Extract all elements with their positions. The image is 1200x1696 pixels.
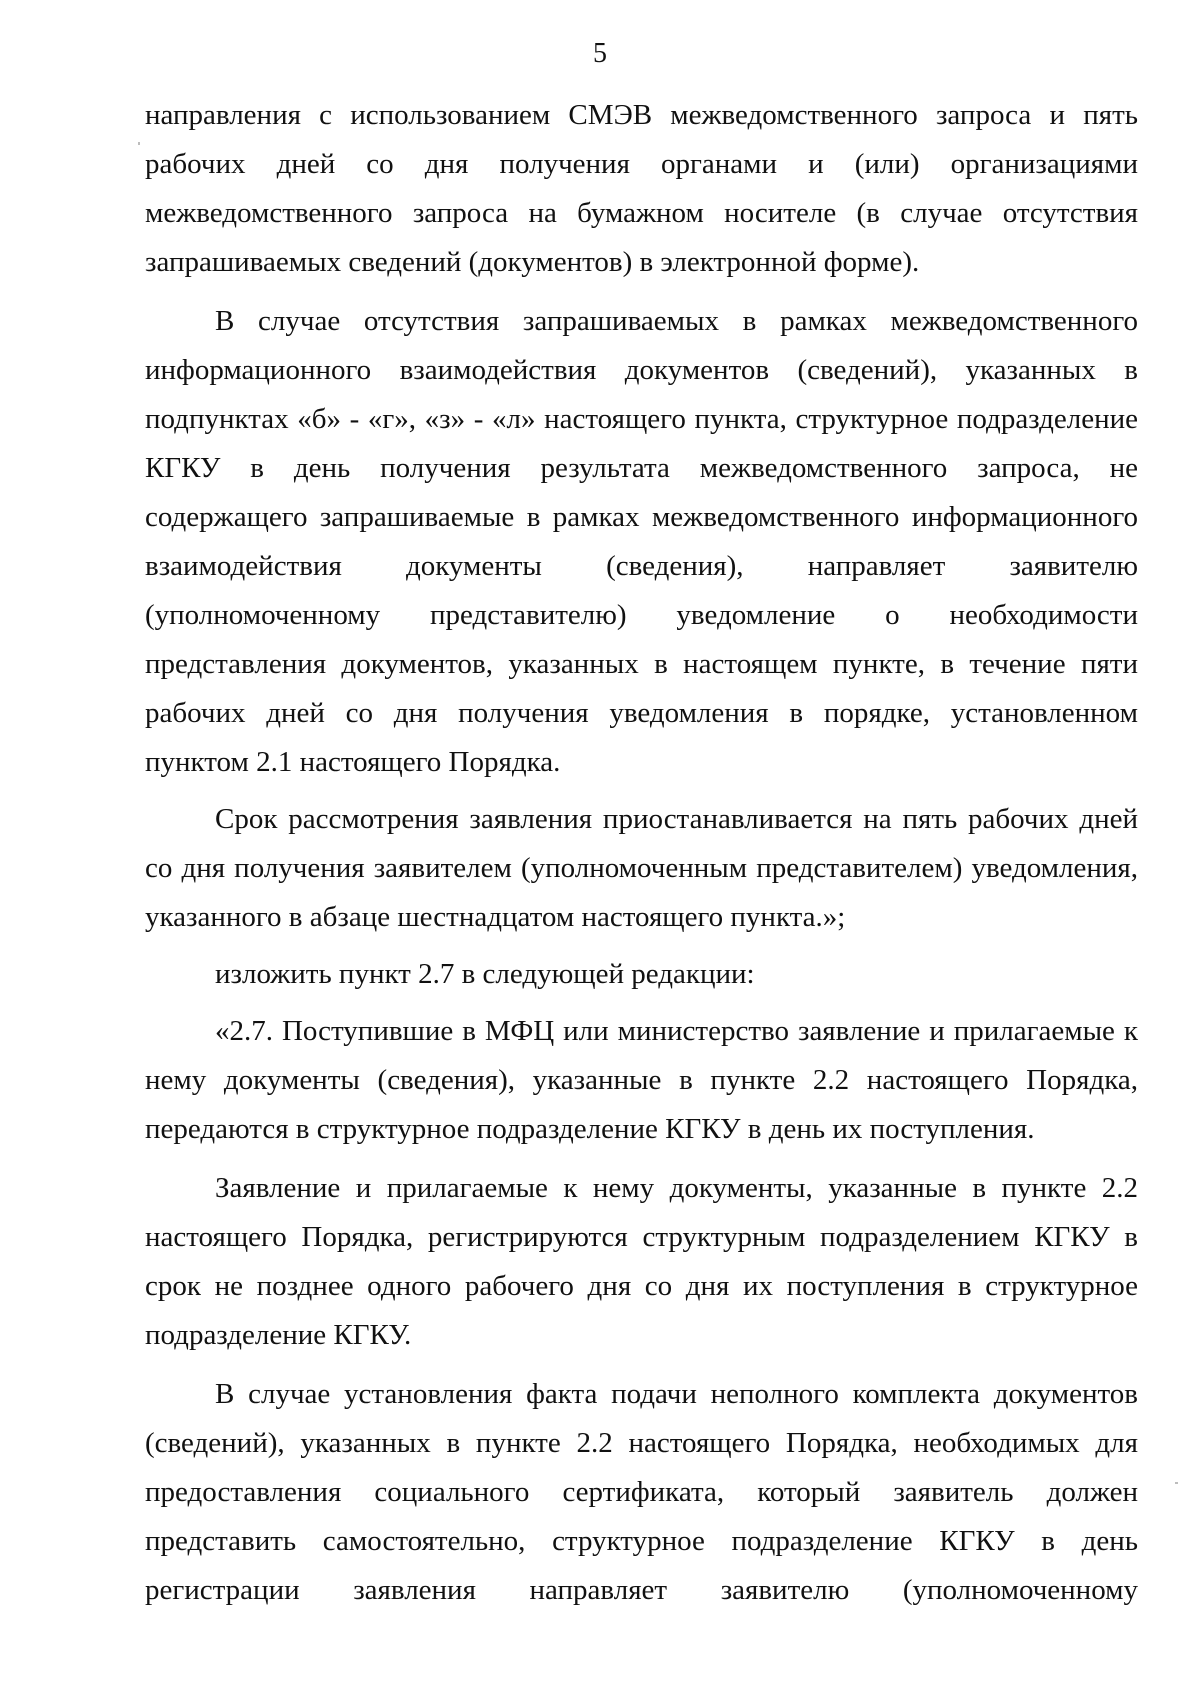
paragraph-registration: Заявление и прилагаемые к нему документы, указанные в пункте 2.2 настоящего Порядка, регистрируются структурным подразделением КГКУ в срок не позднее одного рабочего дня со дня их поступления в структурное подразделение КГКУ.: [145, 1172, 1138, 1351]
paragraph-clause-2-7: «2.7. Поступившие в МФЦ или министерство заявление и прилагаемые к нему документы (сведения), указанные в пункте 2.2 настоящего Порядка, передаются в структурное подразделение КГКУ в день их поступления.: [145, 1015, 1138, 1145]
page-number: 5: [593, 38, 607, 69]
paragraph-suspension-period: Срок рассмотрения заявления приостанавливается на пять рабочих дней со дня получения заявителем (уполномоченным представителем) уведомления, указанного в абзаце шестнадцатом настоящего пункта.»;: [145, 803, 1138, 933]
document-body: [145, 91, 1138, 1615]
paragraph-continuation: направления с использованием СМЭВ межведомственного запроса и пять рабочих дней со дня получения органами и (или) организациями межведомственного запроса на бумажном носителе (в случае отсутствия запрашиваемых сведений (документов) в электронной форме).: [145, 99, 1138, 278]
scan-mark-right: [1175, 1482, 1178, 1484]
paragraph-amendment-instruction: изложить пункт 2.7 в следующей редакции:: [215, 958, 755, 990]
paragraph-missing-documents: В случае отсутствия запрашиваемых в рамках межведомственного информационного взаимодействия документов (сведений), указанных в подпунктах «б» - «г», «з» - «л» настоящего пункта, структурное подразделение КГКУ в день получения результата межведомственного запроса, не содержащего запрашиваемые в рамках межведомственного информационного взаимодействия документы (сведения), направляет заявителю (уполномоченному представителю) уведомление о необходимости представления документов, указанных в настоящем пункте, в течение пяти рабочих дней со дня получения уведомления в порядке, установленном пунктом 2.1 настоящего Порядка.: [145, 305, 1138, 778]
scan-mark-left: [138, 142, 140, 145]
paragraph-incomplete-set: В случае установления факта подачи неполного комплекта документов (сведений), указанных в пункте 2.2 настоящего Порядка, необходимых для предоставления социального сертификата, который заявитель должен представить самостоятельно, структурное подразделение КГКУ в день регистрации заявления направляет заявителю (уполномоченному: [145, 1378, 1138, 1606]
